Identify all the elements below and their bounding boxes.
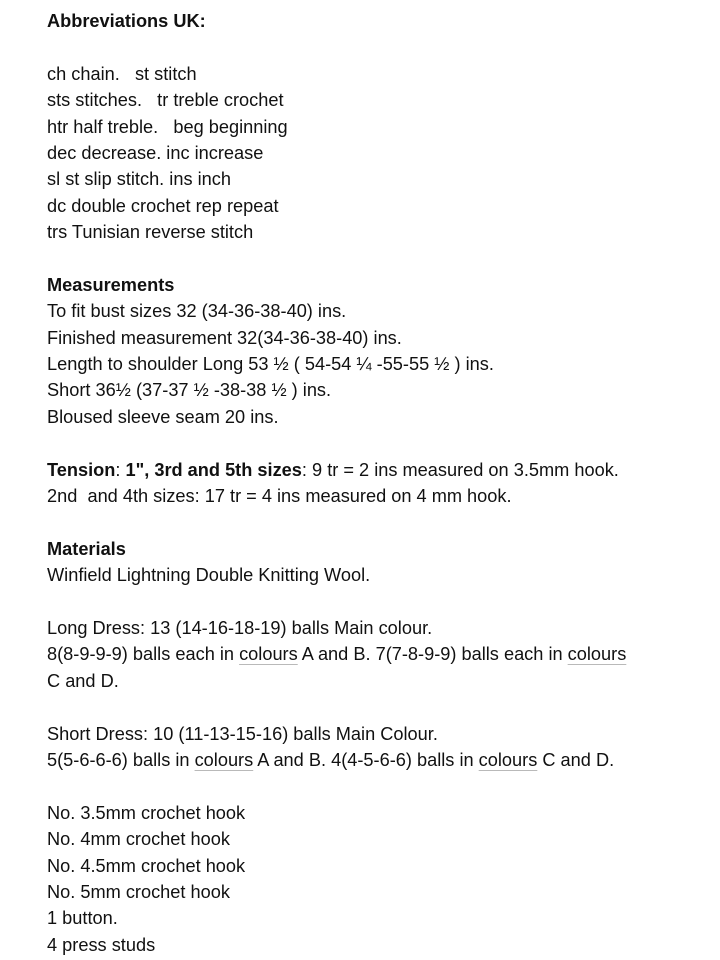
- spacer: [47, 589, 712, 615]
- long-dress-line-2: [47, 641, 712, 667]
- materials-item: No. 4mm crochet hook: [47, 829, 230, 850]
- spacer: [47, 773, 712, 799]
- tension-line-2: 2nd and 4th sizes: 17 tr = 4 ins measured on 4 mm hook.: [47, 486, 512, 507]
- measurements-heading: Measurements: [47, 274, 175, 295]
- tension-line: [47, 457, 712, 483]
- short-dress-line-2: [47, 747, 712, 773]
- spacer: [47, 509, 712, 535]
- spellcheck-word: colours: [478, 749, 538, 770]
- materials-item: No. 5mm crochet hook: [47, 881, 230, 902]
- spacer: [47, 246, 712, 272]
- abbreviation-line: ch chain. st stitch: [47, 63, 197, 84]
- text-segment: A and B. 7(7-8-9-9) balls each in: [297, 644, 568, 665]
- spacer: [47, 694, 712, 720]
- long-dress-line-1: Long Dress: 13 (14-16-18-19) balls Main colour.: [47, 617, 433, 638]
- tension-sizes-label: 1", 3rd and 5th sizes: [125, 459, 302, 480]
- abbreviation-line: sts stitches. tr treble crochet: [47, 90, 284, 111]
- spellcheck-word: colours: [567, 644, 627, 665]
- spellcheck-word: colours: [194, 749, 254, 770]
- spacer: [47, 34, 712, 60]
- long-dress-line-3: C and D.: [47, 670, 119, 691]
- text-segment: A and B. 4(4-5-6-6) balls in: [253, 749, 479, 770]
- tension-colon: :: [301, 459, 307, 480]
- text-segment: 5(5-6-6-6) balls in: [47, 749, 195, 770]
- measurement-line: Length to shoulder Long 53 ½ ( 54-54 ¼ -55-55 ½ ) ins.: [47, 354, 494, 375]
- materials-item: 1 button.: [47, 908, 118, 929]
- spellcheck-word: colours: [239, 644, 298, 665]
- materials-wool: Winfield Lightning Double Knitting Wool.: [47, 565, 371, 586]
- measurement-line: Bloused sleeve seam 20 ins.: [47, 406, 279, 427]
- abbreviation-line: dc double crochet rep repeat: [47, 195, 279, 216]
- abbreviations-heading: Abbreviations UK:: [47, 11, 206, 31]
- spacer: [47, 430, 712, 456]
- pattern-document: [47, 8, 712, 958]
- abbreviation-line: sl st slip stitch. ins inch: [47, 169, 231, 190]
- measurement-line: To fit bust sizes 32 (34-36-38-40) ins.: [47, 301, 347, 322]
- short-dress-line-1: Short Dress: 10 (11-13-15-16) balls Main Colour.: [47, 723, 438, 744]
- materials-heading: Materials: [47, 538, 126, 559]
- abbreviation-line: trs Tunisian reverse stitch: [47, 222, 254, 243]
- tension-colon: :: [115, 459, 126, 480]
- abbreviation-line: htr half treble. beg beginning: [47, 116, 288, 137]
- abbreviation-line: dec decrease. inc increase: [47, 142, 264, 163]
- measurement-line: Finished measurement 32(34-36-38-40) ins.: [47, 327, 402, 348]
- materials-item: No. 4.5mm crochet hook: [47, 855, 246, 876]
- text-segment: 8(8-9-9-9) balls each in: [47, 644, 240, 665]
- text-segment: C and D.: [537, 749, 615, 770]
- measurement-line: Short 36½ (37-37 ½ -38-38 ½ ) ins.: [47, 380, 332, 401]
- materials-item: 4 press studs: [47, 934, 156, 955]
- tension-label: Tension: [47, 459, 116, 480]
- materials-item: No. 3.5mm crochet hook: [47, 802, 246, 823]
- tension-line1-rest: 9 tr = 2 ins measured on 3.5mm hook.: [306, 459, 619, 480]
